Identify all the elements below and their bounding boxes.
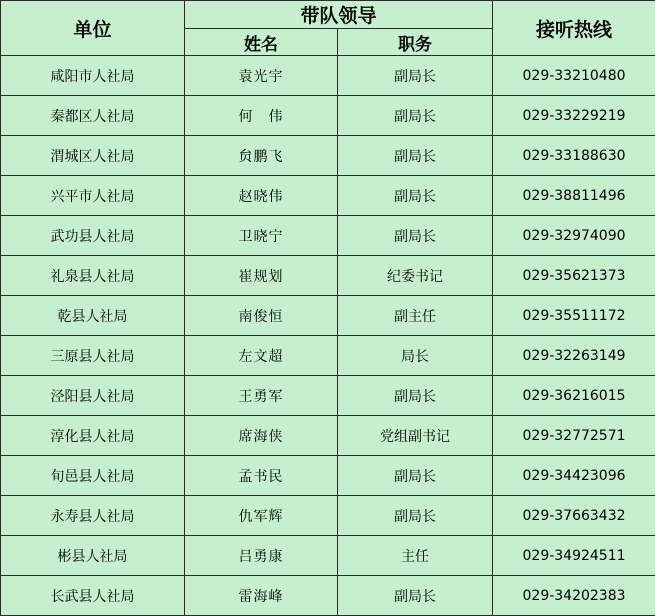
cell-position: 党组副书记: [338, 416, 493, 456]
table-row: [1, 96, 655, 136]
table-row: [1, 56, 655, 96]
cell-unit: 礼泉县人社局: [1, 256, 185, 296]
header-hotline: 接听热线: [493, 1, 655, 56]
cell-unit: 淳化县人社局: [1, 416, 185, 456]
cell-name: 吕勇康: [185, 536, 338, 576]
cell-name: 贠鹏飞: [185, 136, 338, 176]
table-row: [1, 136, 655, 176]
cell-phone: 029-36216015: [493, 376, 655, 416]
cell-phone: 029-33210480: [493, 56, 655, 96]
cell-unit: 秦都区人社局: [1, 96, 185, 136]
cell-position: 副局长: [338, 96, 493, 136]
cell-name: 左文超: [185, 336, 338, 376]
header-name: 姓名: [185, 29, 338, 56]
cell-name: 南俊恒: [185, 296, 338, 336]
header-unit: 单位: [1, 1, 185, 56]
cell-unit: 彬县人社局: [1, 536, 185, 576]
cell-phone: 029-34924511: [493, 536, 655, 576]
cell-name: 王勇军: [185, 376, 338, 416]
cell-position: 副局长: [338, 456, 493, 496]
cell-position: 副局长: [338, 496, 493, 536]
cell-unit: 兴平市人社局: [1, 176, 185, 216]
table-row: [1, 256, 655, 296]
cell-unit: 咸阳市人社局: [1, 56, 185, 96]
cell-unit: 渭城区人社局: [1, 136, 185, 176]
cell-name: 席海侠: [185, 416, 338, 456]
cell-phone: 029-32974090: [493, 216, 655, 256]
cell-phone: 029-32263149: [493, 336, 655, 376]
cell-phone: 029-33229219: [493, 96, 655, 136]
cell-name: 袁光宇: [185, 56, 338, 96]
cell-unit: 旬邑县人社局: [1, 456, 185, 496]
cell-position: 副局长: [338, 216, 493, 256]
cell-unit: 泾阳县人社局: [1, 376, 185, 416]
table-row: [1, 296, 655, 336]
cell-unit: 武功县人社局: [1, 216, 185, 256]
cell-unit: 乾县人社局: [1, 296, 185, 336]
cell-position: 主任: [338, 536, 493, 576]
cell-phone: 029-34423096: [493, 456, 655, 496]
table-row: [1, 456, 655, 496]
cell-phone: 029-38811496: [493, 176, 655, 216]
cell-phone: 029-34202383: [493, 576, 655, 616]
cell-phone: 029-35511172: [493, 296, 655, 336]
table-row: [1, 216, 655, 256]
cell-position: 副局长: [338, 136, 493, 176]
header-row-top: [1, 1, 655, 29]
cell-phone: 029-35621373: [493, 256, 655, 296]
table-row: [1, 336, 655, 376]
cell-phone: 029-33188630: [493, 136, 655, 176]
cell-position: 副局长: [338, 376, 493, 416]
header-leader-group: 带队领导: [185, 1, 493, 29]
table-row: [1, 176, 655, 216]
cell-name: 何 伟: [185, 96, 338, 136]
header-position: 职务: [338, 29, 493, 56]
cell-unit: 长武县人社局: [1, 576, 185, 616]
table-row: [1, 376, 655, 416]
cell-position: 副主任: [338, 296, 493, 336]
cell-position: 纪委书记: [338, 256, 493, 296]
cell-name: 雷海峰: [185, 576, 338, 616]
table-row: [1, 416, 655, 456]
cell-position: 副局长: [338, 56, 493, 96]
table-row: [1, 576, 655, 616]
cell-name: 卫晓宁: [185, 216, 338, 256]
cell-phone: 029-32772571: [493, 416, 655, 456]
cell-unit: 永寿县人社局: [1, 496, 185, 536]
cell-phone: 029-37663432: [493, 496, 655, 536]
table-row: [1, 496, 655, 536]
cell-position: 副局长: [338, 576, 493, 616]
cell-name: 孟书民: [185, 456, 338, 496]
cell-position: 局长: [338, 336, 493, 376]
cell-unit: 三原县人社局: [1, 336, 185, 376]
cell-position: 副局长: [338, 176, 493, 216]
table-row: [1, 536, 655, 576]
cell-name: 赵晓伟: [185, 176, 338, 216]
cell-name: 仇军辉: [185, 496, 338, 536]
cell-name: 崔规划: [185, 256, 338, 296]
